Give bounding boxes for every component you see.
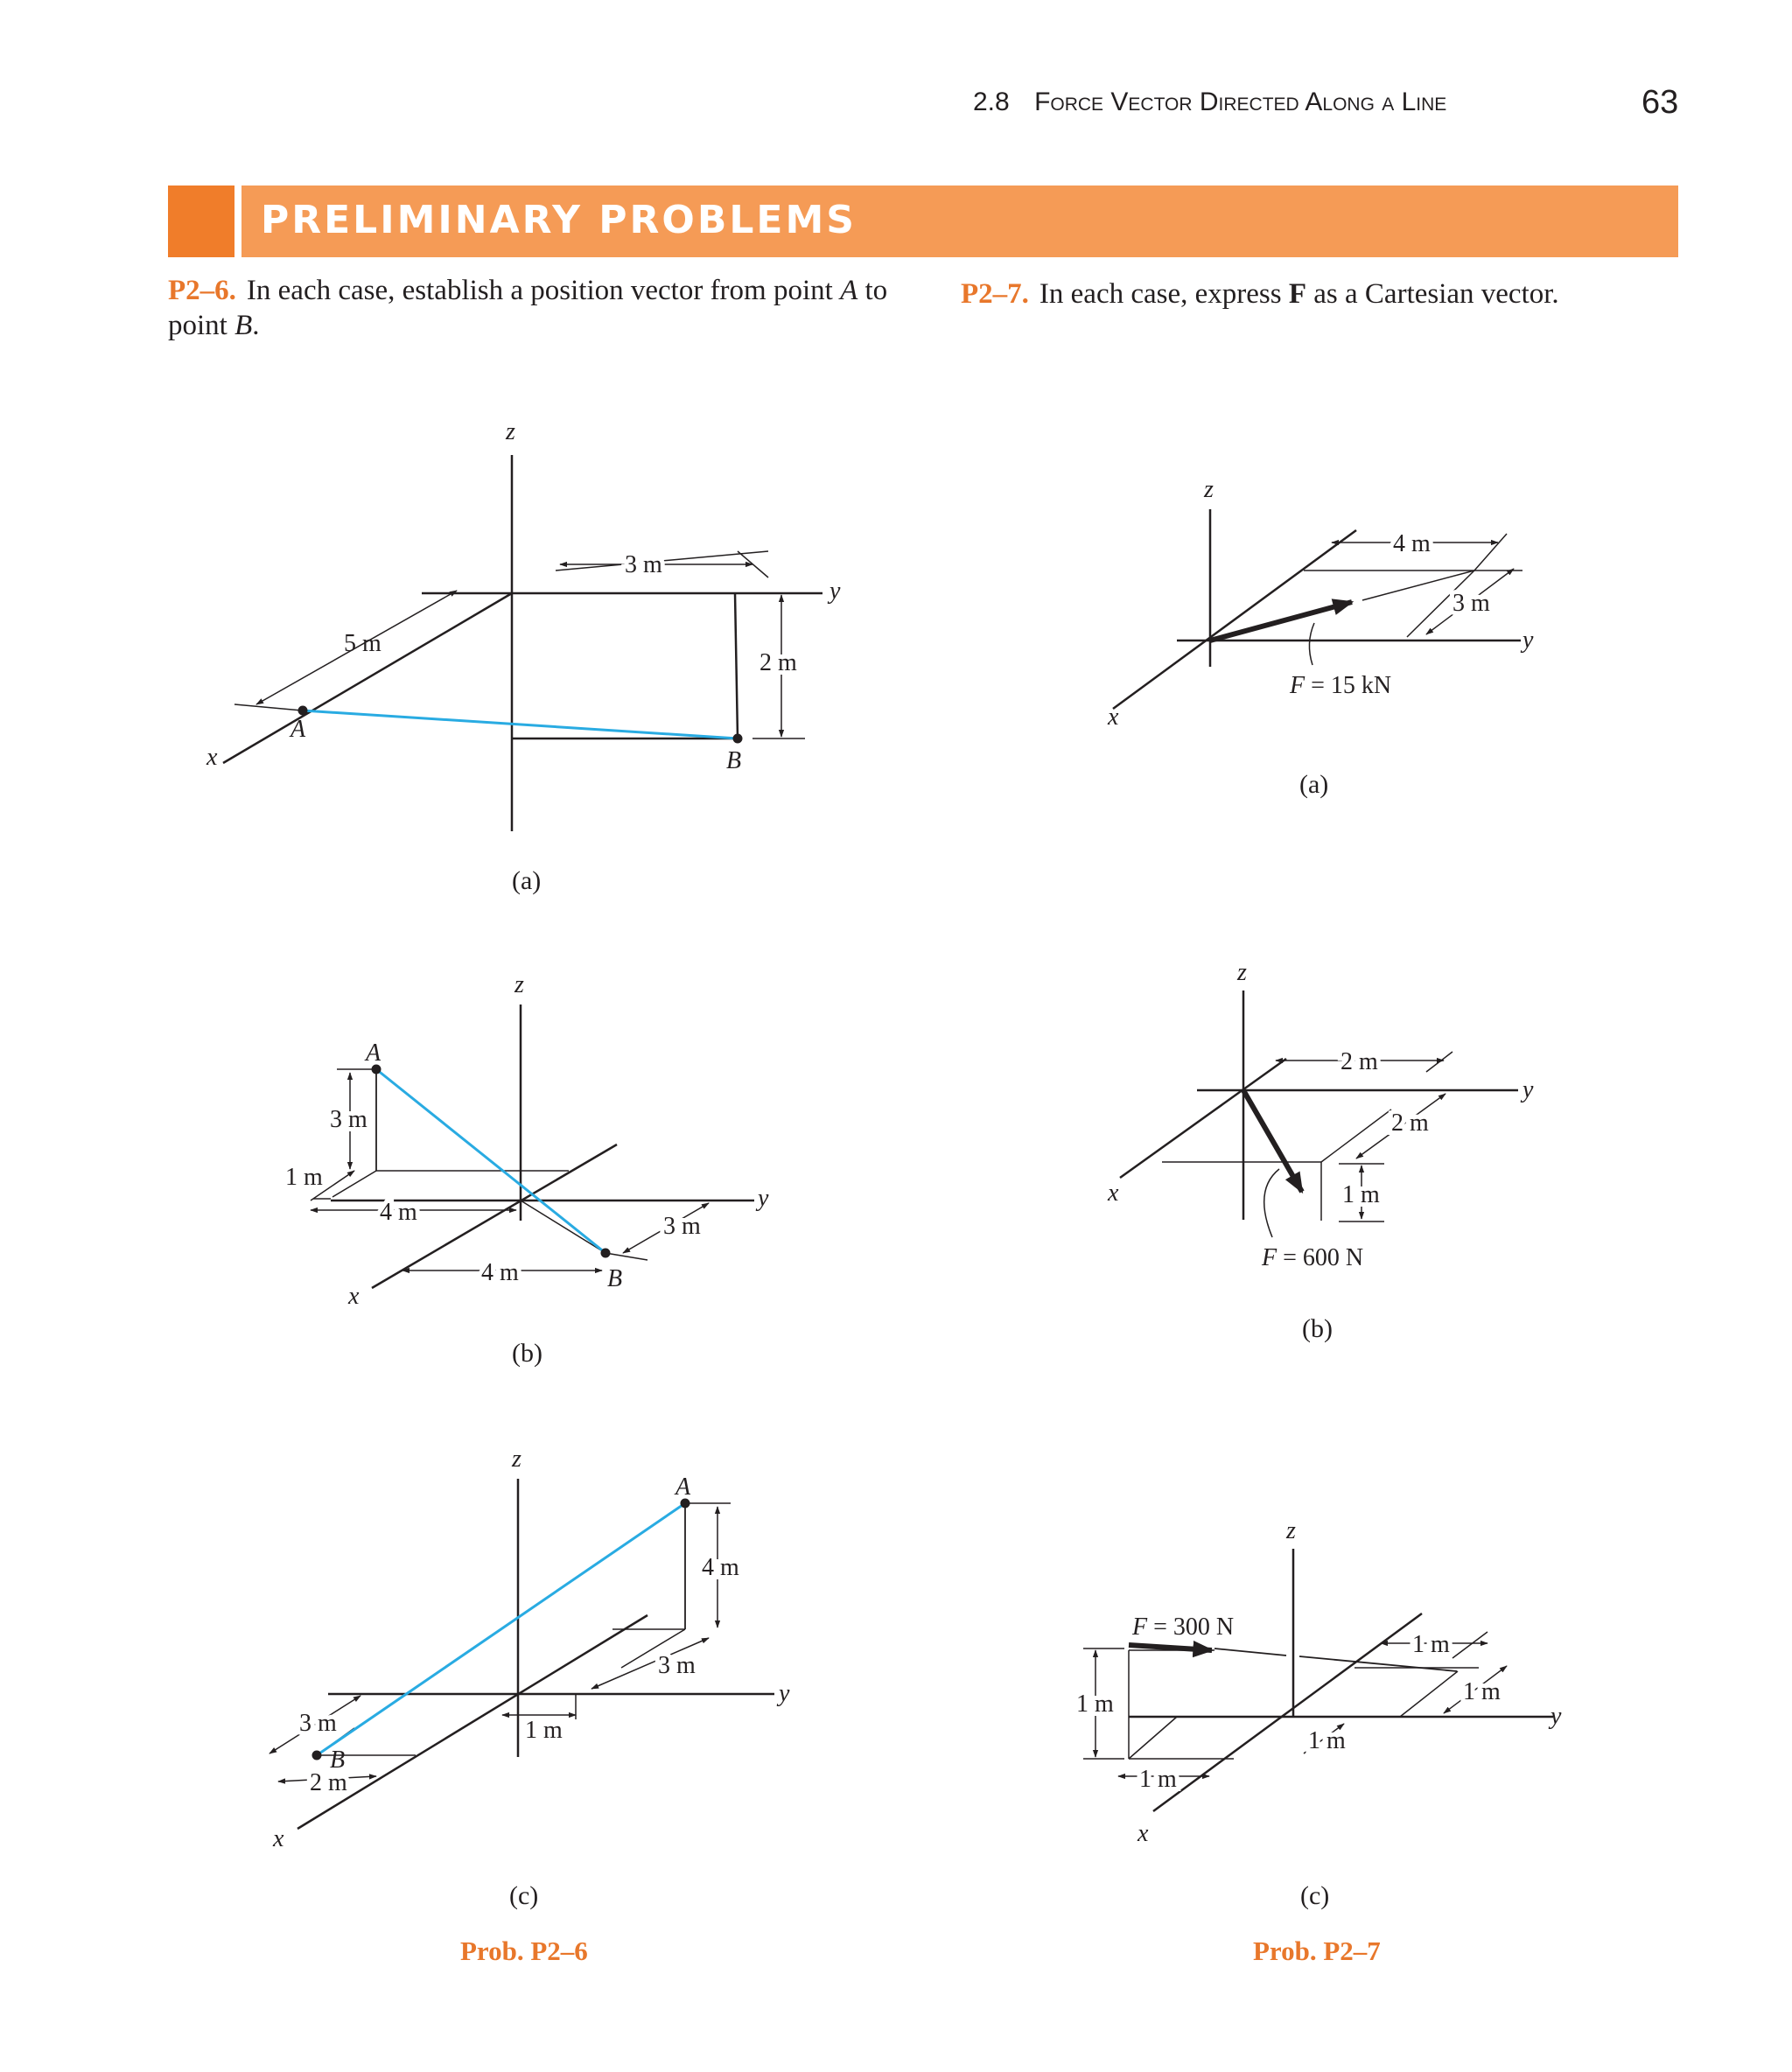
position-vector-ab — [303, 710, 738, 738]
figure-p2-7-b — [1120, 990, 1518, 1237]
dim-label-3m-bx: 3 m — [663, 1213, 701, 1240]
dim-label-1m-base: 1 m — [1139, 1766, 1177, 1793]
axis-x-label: x — [206, 744, 218, 771]
axis-y-label: y — [1550, 1703, 1562, 1730]
point-b-label: B — [234, 310, 253, 341]
axis-x-label: x — [273, 1825, 284, 1852]
axis-z-label: z — [1237, 959, 1247, 986]
axis-y-label: y — [779, 1680, 790, 1707]
edge-diag — [1321, 1110, 1391, 1162]
point-b-label: B — [607, 1265, 623, 1292]
force-label — [1131, 1614, 1234, 1641]
ext-line — [1452, 1632, 1488, 1658]
dim-label-3m-az: 3 m — [330, 1106, 368, 1133]
ext-line — [1474, 534, 1507, 570]
force-symbol: F — [1290, 672, 1306, 699]
point-a-label: A — [290, 716, 306, 743]
axis-x-label: x — [348, 1283, 360, 1310]
edge-proj — [521, 1200, 606, 1253]
point-a-label: A — [366, 1040, 382, 1067]
force-value: = 300 N — [1147, 1614, 1235, 1641]
statement-text: In each case, express — [1039, 278, 1289, 310]
dim-label-2m-by: 2 m — [310, 1769, 347, 1796]
axis-y-label: y — [758, 1185, 769, 1212]
dim-label-4m-az: 4 m — [702, 1554, 739, 1581]
problem-number: P2–7. — [961, 278, 1029, 310]
point-b-label: B — [726, 747, 742, 774]
point-a-label: A — [840, 275, 858, 306]
dim-label-2m-x: 2 m — [1391, 1110, 1429, 1137]
point-b-dot — [312, 1751, 321, 1760]
problem-number: P2–6. — [168, 275, 236, 306]
dim-label-1m-y: 1 m — [1308, 1727, 1346, 1754]
dim-label-4m-ay: 4 m — [380, 1199, 417, 1226]
dim-label-3m-bx: 3 m — [299, 1710, 337, 1737]
dim-label-1m-ax: 1 m — [285, 1164, 323, 1191]
caption-p2-7: Prob. P2–7 — [1253, 1936, 1381, 1966]
axis-y-label: y — [1522, 626, 1534, 654]
edge-vertical-b — [735, 593, 738, 738]
dim-label-1m: 1 m — [525, 1717, 563, 1744]
edge-base — [332, 1171, 376, 1197]
point-b-dot — [733, 734, 742, 743]
edge-top-1 — [1214, 1648, 1286, 1656]
section-title: Force Vector Directed Along a Line — [1034, 88, 1447, 116]
axis-z-label: z — [514, 971, 524, 998]
page-number: 63 — [1642, 84, 1679, 121]
axis-z-label: z — [506, 418, 515, 445]
dim-label-3m: 3 m — [625, 551, 662, 578]
statement-text: to point — [168, 275, 888, 341]
statement-text: . — [252, 310, 260, 341]
force-vector-f — [1129, 1645, 1212, 1650]
figure-label-a: (a) — [512, 866, 542, 895]
dim-label-1m-z: 1 m — [1342, 1181, 1380, 1208]
force-symbol: F — [1132, 1614, 1148, 1641]
force-value: = 600 N — [1277, 1244, 1364, 1271]
ext-line — [234, 704, 302, 710]
axis-z-label: z — [512, 1446, 522, 1473]
ext-line — [1426, 1052, 1452, 1072]
x-axis — [223, 593, 512, 763]
axis-z-label: z — [1204, 476, 1214, 503]
dim-label-1m-z: 1 m — [1076, 1690, 1114, 1718]
statement-text: as a Cartesian vector. — [1306, 278, 1559, 310]
point-a-dot — [298, 706, 307, 715]
point-a-label: A — [676, 1474, 691, 1501]
figure-label-b: (b) — [1302, 1314, 1333, 1343]
force-symbol-bold: F — [1288, 278, 1307, 310]
point-b-label: B — [330, 1746, 346, 1774]
axis-z-label: z — [1286, 1517, 1296, 1544]
force-label — [1289, 672, 1391, 699]
axis-x-label: x — [1138, 1820, 1149, 1847]
dim-label-2m: 2 m — [760, 649, 797, 676]
figure-label-c: (c) — [509, 1881, 539, 1910]
force-value: = 15 kN — [1305, 672, 1392, 699]
axis-x-label: x — [1108, 704, 1119, 731]
figure-p2-6-a — [223, 455, 822, 831]
section-number: 2.8 — [973, 88, 1010, 116]
dim-label-1m-x: 1 m — [1463, 1678, 1501, 1705]
edge-top-2 — [1299, 1656, 1457, 1671]
axis-x-label: x — [1108, 1180, 1119, 1207]
dim-label-2m-y: 2 m — [1340, 1048, 1378, 1075]
force-label — [1261, 1244, 1363, 1271]
ext-line — [606, 1253, 648, 1260]
force-leader — [1309, 623, 1314, 665]
dim-label-4m: 4 m — [1393, 530, 1431, 557]
dim-label-5m: 5 m — [344, 630, 382, 657]
point-b-dot — [601, 1249, 610, 1257]
dim-label-4m-by: 4 m — [481, 1259, 519, 1286]
force-symbol: F — [1262, 1244, 1278, 1271]
dim-label-1m-top: 1 m — [1412, 1631, 1450, 1658]
figure-label-c: (c) — [1300, 1881, 1330, 1910]
edge-base-diag — [1129, 1717, 1177, 1759]
axis-y-label: y — [1522, 1076, 1534, 1103]
statement-text: In each case, establish a position vector from point — [246, 275, 841, 306]
banner-title: PRELIMINARY PROBLEMS — [261, 198, 857, 242]
figure-label-b: (b) — [512, 1339, 542, 1368]
dim-label-3m-ax: 3 m — [658, 1652, 696, 1679]
caption-p2-6: Prob. P2–6 — [460, 1936, 588, 1966]
figure-label-a: (a) — [1299, 770, 1329, 799]
dim-label-3m: 3 m — [1452, 590, 1490, 617]
axis-y-label: y — [830, 578, 841, 605]
force-leader — [1264, 1169, 1279, 1237]
